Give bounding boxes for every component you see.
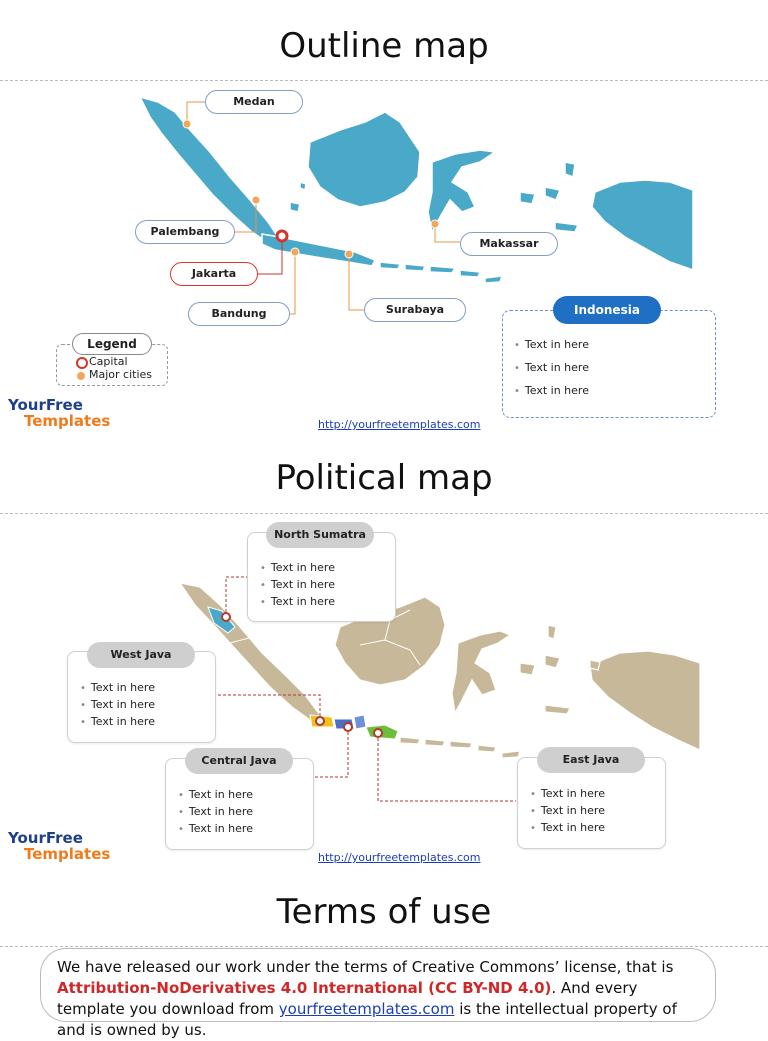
- east-java-list: [530, 785, 605, 836]
- major-city-legend-icon: [77, 372, 85, 380]
- list-item: • Text in here: [530, 819, 605, 836]
- list-item: • Text in here: [178, 803, 253, 820]
- site-link[interactable]: http://yourfreetemplates.com: [318, 851, 481, 864]
- list-item: • Text in here: [178, 820, 253, 837]
- list-item: • Text in here: [514, 379, 589, 402]
- logo-line-1: YourFree: [8, 396, 83, 414]
- terms-title: Terms of use: [276, 892, 492, 932]
- north-sumatra-list: [260, 559, 335, 610]
- indonesia-info-title: Indonesia: [553, 296, 661, 324]
- section-divider: [0, 513, 768, 514]
- city-label-surabaya: Surabaya: [364, 298, 466, 322]
- terms-text-3: is the intellectual property of and is owned by us.: [57, 1000, 677, 1039]
- north-sumatra-title: North Sumatra: [266, 522, 374, 548]
- city-label-palembang: Palembang: [135, 220, 235, 244]
- sulawesi-island: [452, 631, 510, 713]
- outline-map-title: Outline map: [279, 26, 489, 66]
- papua-island: [590, 651, 700, 750]
- sulawesi-island: [428, 150, 495, 232]
- city-label-medan: Medan: [205, 90, 303, 114]
- city-label-makassar: Makassar: [460, 232, 558, 256]
- city-label-bandung: Bandung: [188, 302, 290, 326]
- list-item: • Text in here: [530, 802, 605, 819]
- political-map-title: Political map: [275, 458, 493, 498]
- list-item: • Text in here: [260, 559, 335, 576]
- capital-legend-icon: [76, 357, 88, 369]
- legend-major-cities-label: Major cities: [89, 368, 153, 381]
- list-item: • Text in here: [80, 696, 155, 713]
- city-label-jakarta: Jakarta: [170, 262, 258, 286]
- yourfreetemplates-logo: [8, 397, 110, 429]
- terms-text-2: . And every template you download from: [57, 979, 638, 1018]
- license-name: Attribution-NoDerivatives 4.0 International (CC BY-ND 4.0): [57, 979, 552, 997]
- list-item: • Text in here: [530, 785, 605, 802]
- logo-line-1: YourFree: [8, 829, 83, 847]
- borneo-island: [308, 112, 420, 207]
- site-link[interactable]: http://yourfreetemplates.com: [318, 418, 481, 431]
- section-divider: [0, 946, 768, 947]
- east-java-title: East Java: [537, 747, 645, 773]
- central-java-list: [178, 786, 253, 837]
- terms-text-1: We have released our work under the terms of Creative Commons’ license, that is: [57, 958, 674, 976]
- section-divider: [0, 80, 768, 81]
- jakarta-capital-marker: [277, 231, 287, 241]
- logo-line-2: Templates: [24, 845, 111, 863]
- west-java-list: [80, 679, 155, 730]
- list-item: • Text in here: [514, 333, 589, 356]
- logo-line-2: Templates: [24, 412, 111, 430]
- indonesia-info-list: [514, 333, 589, 402]
- list-item: • Text in here: [178, 786, 253, 803]
- list-item: • Text in here: [80, 713, 155, 730]
- list-item: • Text in here: [260, 593, 335, 610]
- papua-island: [592, 180, 693, 270]
- list-item: • Text in here: [260, 576, 335, 593]
- terms-text-box: [40, 948, 716, 1039]
- list-item: • Text in here: [514, 356, 589, 379]
- central-java-title: Central Java: [185, 748, 293, 774]
- yourfreetemplates-logo: [8, 830, 110, 862]
- west-java-title: West Java: [87, 642, 195, 668]
- site-link[interactable]: yourfreetemplates.com: [278, 1000, 455, 1018]
- legend-capital-label: Capital: [89, 355, 128, 368]
- list-item: • Text in here: [80, 679, 155, 696]
- legend-title: Legend: [72, 333, 152, 355]
